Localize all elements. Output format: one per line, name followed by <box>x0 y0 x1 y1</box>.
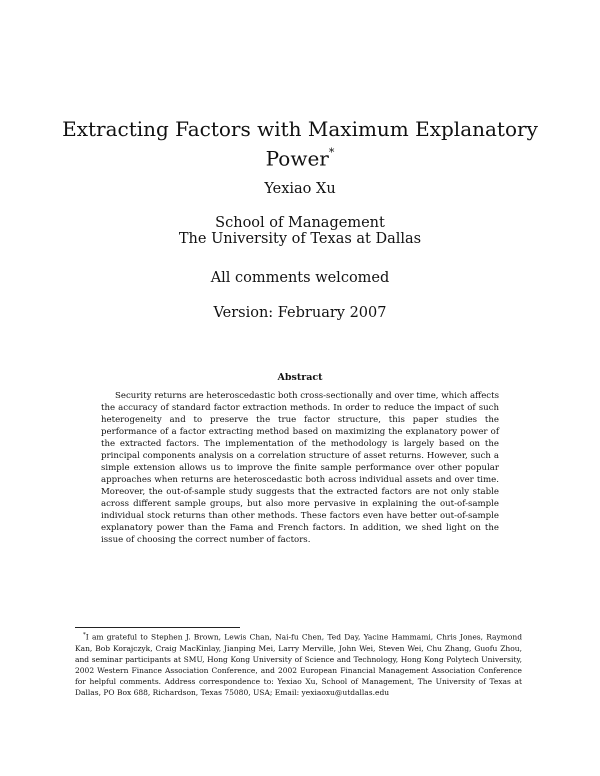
paper-title-text: Extracting Factors with Maximum Explanatory Power <box>62 117 538 171</box>
footnote-mark: * <box>83 632 86 638</box>
abstract-body: Security returns are heteroscedastic both cross-sectionally and over time, which affects the accuracy of standard factor extraction methods. In order to reduce the impact of such heterogeneity and to preserve the true factor structure, this paper studies the performance of a factor extracting method based on maximizing the explanatory power of the extracted factors. The implementation of the methodology is largely based on the principal components analysis on a correlation structure of asset returns. However, such a simple extension allows us to improve the finite sample performance over other popular approaches when returns are heteroscedastic both across individual assets and over time. Moreover, the out-of-sample study suggests that the extracted factors are not only stable across different sample groups, but also more pervasive in explaining the out-of-sample individual stock returns than other methods. These factors even have better out-of-sample explanatory power than the Fama and French factors. In addition, we shed light on the issue of choosing the correct number of factors. <box>101 391 499 545</box>
footnote <box>75 630 522 698</box>
author-name: Yexiao Xu <box>264 181 336 197</box>
comments-note: All comments welcomed <box>210 270 390 286</box>
version-date: Version: February 2007 <box>213 305 387 321</box>
abstract-heading: Abstract <box>277 372 323 383</box>
title-footnote-mark: * <box>328 146 335 159</box>
footnote-text: I am grateful to Stephen J. Brown, Lewis Chan, Nai-fu Chen, Ted Day, Yacine Hammami, Chris Jones, Raymond Kan, Bob Korajczyk, Craig MacKinlay, Jianping Mei, Larry Merville, John Wei, Steven Wei, Chu Zhang, Guofu Zhou, and seminar participants at SMU, Hong Kong University of Science and Technology, Hong Kong Polytech University, 2002 Western Finance Association Conference, and 2002 European Financial Management Association Conference for helpful comments. Address correspondence to: Yexiao Xu, School of Management, The University of Texas at Dallas, PO Box 688, Richardson, Texas 75080, USA; Email: yexiaoxu@utdallas.edu <box>75 632 522 697</box>
paper-title <box>40 116 560 172</box>
affiliation-school: School of Management <box>215 215 385 231</box>
affiliation-university: The University of Texas at Dallas <box>178 231 422 247</box>
footnote-divider <box>75 627 240 628</box>
